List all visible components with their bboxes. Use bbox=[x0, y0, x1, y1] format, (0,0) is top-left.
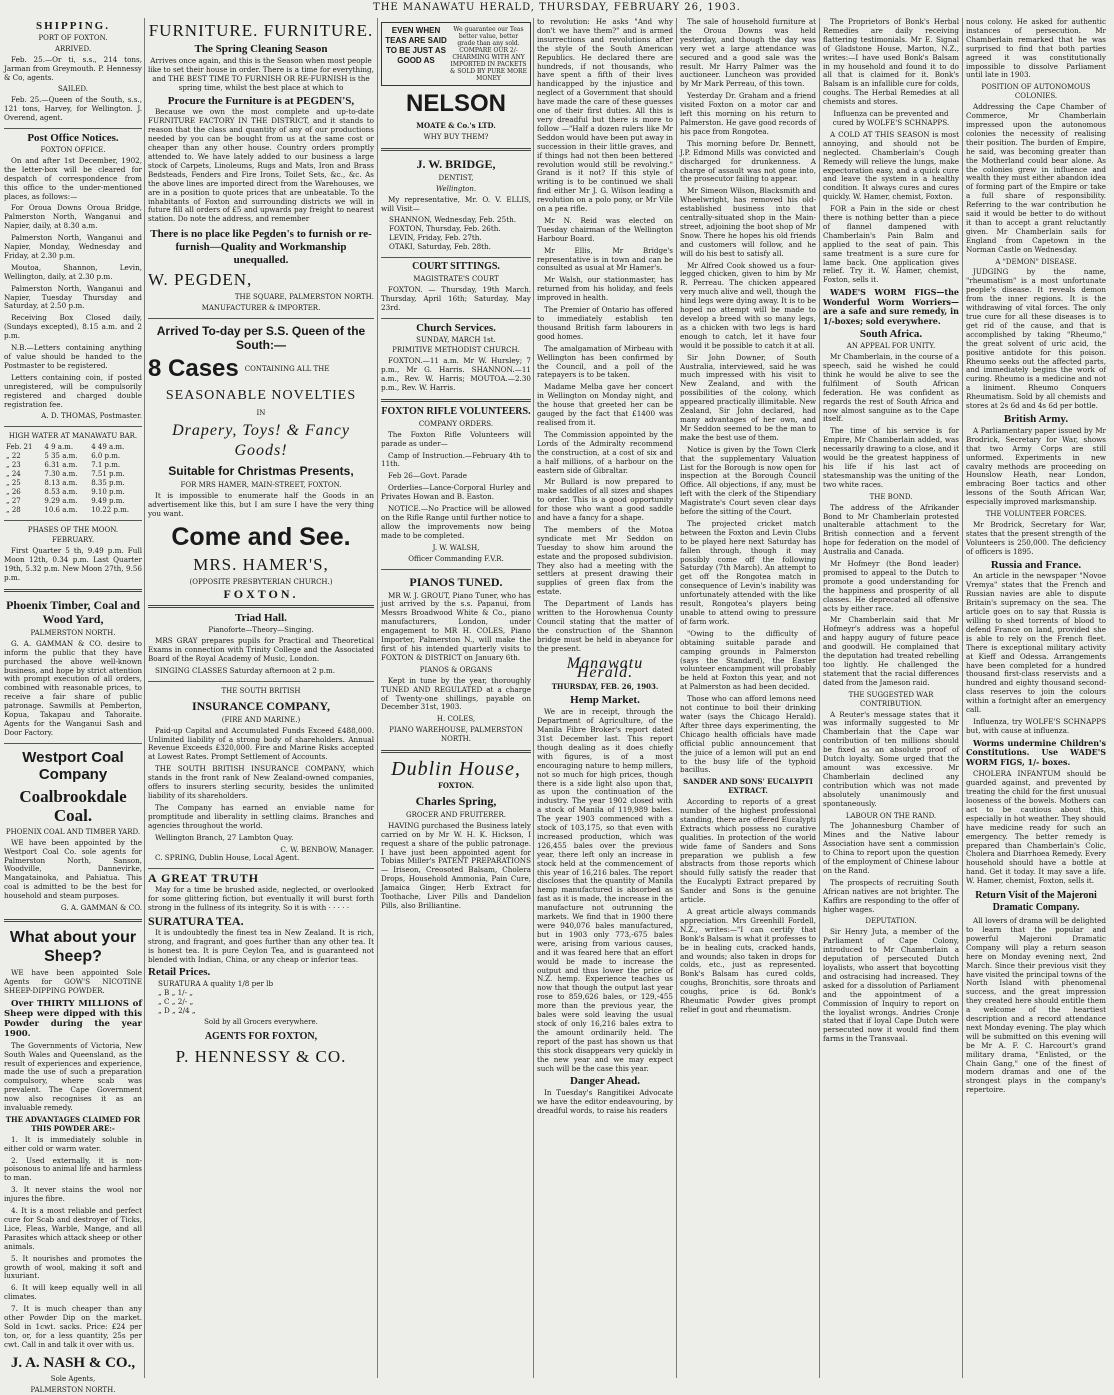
tide-row bbox=[4, 452, 142, 461]
tide-row bbox=[4, 470, 142, 479]
retail-row: SURATURA A quality 1/8 per lb bbox=[158, 979, 274, 989]
appeal-heading: AN APPEAL FOR UNITY. bbox=[846, 342, 936, 351]
court-sub: MAGISTRATE'S COURT bbox=[413, 274, 499, 283]
tide-row bbox=[4, 497, 142, 506]
sheep-text: WE have been appointed Sole Agents for GOW'S NICOTINE SHEEP-DIPPING POWDER. bbox=[4, 967, 142, 995]
nash-place: PALMERSTON NORTH. bbox=[30, 1385, 116, 1394]
tide-cell: „ 28 bbox=[6, 505, 21, 514]
pegden-sub: MANUFACTURER & IMPORTER. bbox=[201, 304, 321, 313]
tide-heading: HIGH WATER AT MANAWATU BAR. bbox=[8, 432, 138, 441]
sbi-text: Paid-up Capital and Accumulated Funds Exceed £488,000. Unlimited liability of a strong body of shareholders. Annual Revenue Exceeds £320,000. Fire and Marine Risks accepted at Lowest Rates. Prompt Settlement of Accounts. bbox=[148, 725, 374, 762]
sbi-agent: C. SPRING, Dublin House, Local Agent. bbox=[155, 853, 300, 863]
retail-row: „ B „ 1/- „ bbox=[158, 988, 194, 998]
dublin-heading: Dublin House, bbox=[391, 758, 521, 781]
truth-heading: A GREAT TRUTH bbox=[148, 871, 260, 886]
impossible-text: It is impossible to enumerate half the Goods in an advertisement like this, but I am sure I have the very thing you want. bbox=[148, 490, 374, 518]
hennessy-name: P. HENNESSY & CO. bbox=[175, 1046, 347, 1066]
tide-row bbox=[4, 479, 142, 488]
pianos-heading: PIANOS TUNED. bbox=[409, 574, 503, 589]
eight-cases: 8 Cases bbox=[148, 355, 239, 383]
nash-name: J. A. NASH & CO., bbox=[10, 1354, 136, 1371]
tide-row bbox=[4, 506, 142, 515]
po-text: N.B.—Letters containing anything of value should be handed to the Postmaster to be registered. bbox=[4, 343, 142, 370]
primitive-heading: PRIMITIVE METHODIST CHURCH. bbox=[392, 346, 520, 355]
phoenix2-sign: G. A. GAMMAN & CO. bbox=[60, 903, 142, 913]
tide-row bbox=[4, 461, 142, 470]
news-text: Addressing the Cape Chamber of Commerce, Mr Chamberlain impressed upon the autonomous colonies the necessity of realising their position. The burden of Empire, he said, was becoming greater than the Motherland could bear alone. As the colonies grew in influence and wealth they must either abandon idea of forming part of the Empire or take a full share of responsibility. Referring to the war contribution he said it would be better to do without it than to accept a grant reluctantly given. Mr Chamberlain sails for England from Capetown in the Norman Castle on Wednesday. bbox=[966, 102, 1106, 254]
news-text: The Premier of Ontario has offered to immediately establish ten thousand British farm labourers in good homes. bbox=[537, 305, 673, 341]
advantage-item: 2. Used externally, it is non-poisonous to animal life and harmless to man. bbox=[4, 1155, 142, 1183]
tide-cell: 9.29 a.m. bbox=[44, 496, 78, 505]
bridge-name: J. W. BRIDGE, bbox=[416, 156, 496, 171]
sbi-text: The Company has earned an enviable name for promptitude and liberality in settling claims. Branches and agencies throughout the world. bbox=[148, 802, 374, 830]
sheep-text2: The Governments of Victoria, New South Wales and Queensland, as the result of experiences and experience, made the use of such a preparation compulsory, where scab was prevalent. The Cape Government now also recognises it as an invaluable remedy. bbox=[4, 1040, 142, 1113]
majeroni-heading: Return Visit of the Majeroni Dramatic Company. bbox=[975, 890, 1097, 914]
column-5 bbox=[680, 18, 816, 1378]
hamer-for: FOR MRS HAMER, MAIN-STREET, FOXTON. bbox=[180, 480, 342, 489]
news-text: Influenza, try WOLFE'S SCHNAPPS but, with cause at influenza. bbox=[966, 716, 1106, 735]
tide-cell: „ 24 bbox=[6, 469, 21, 478]
news-text: Yesterday Dr. Graham and a friend visited Foxton on a motor car and left this morning on his return to Palmerston. He gave good records of his pace from Rongotea. bbox=[680, 91, 816, 136]
tide-cell: 8.35 p.m. bbox=[91, 478, 125, 487]
why-line: WHY BUY THEM? bbox=[423, 132, 489, 141]
news-text: A great article always commands appreciation. Mrs Greenhill Fordell, N.Z., writes:—"I can certify that Bonk's Balsam is what it professes to be in healing cuts, cracked hands, and wounds; also taken in drops for colds, etc., just as represented. Bonk's Balsam has cured colds, coughs, Bronchitis, sore throats and coughs, price is 6d. Bonk's Rheumatic Powder gives prompt relief in gout and rheumatism. bbox=[680, 907, 816, 1014]
come-and-see: Come and See. bbox=[171, 522, 351, 551]
tide-cell: 6.0 p.m. bbox=[91, 452, 121, 461]
news-text: Mr Alfred Cook showed us a four-legged chicken, given to him by Mr R. Perreau. The chicken appeared very much alive and well, though the hind legs were dying away. It is to be hoped no attempt will be made to develop a breed with so many legs, as a chicken with two legs is hard enough to catch, let it have four would it be possible to catch it at all. bbox=[680, 260, 816, 350]
po-text: Palmerston North, Wanganui and Napier, Monday, Wednesday and Friday, at 2.30 p.m. bbox=[4, 233, 142, 260]
procure-text: Because we own the most complete and up-to-date FURNITURE FACTORY IN THE DISTRICT, and it stands to reason that the class and quantity of any of our productions needed by you can be bought from us at the same cost or cheaper than any other house. Country orders promptly attended to. We have lately added to our business a large stock of Carpets, Linoleums, Rugs and Mats, Iron and Brass Bedsteads, Fenders and Fire Irons, Toilet Sets, &c., &c. As the above lines are imported direct from the Warehouses, we are in a position to quote prices that are unbeatable. To the inhabitants of Foxton and surrounding districts we will in future fill all orders of £5 and upwards pay freight to nearest station. Do note the address, and remember bbox=[148, 107, 374, 224]
tide-cell: 7.51 p.m. bbox=[91, 469, 125, 478]
moon-month: FEBRUARY. bbox=[51, 536, 95, 545]
gray-text: MRS GRAY prepares pupils for Practical and Theoretical Exams in connection with Trinity College and the Associated Board of the Royal Academy of Music, London. bbox=[148, 636, 374, 663]
church-sub: SUNDAY, MARCH 1st. bbox=[416, 335, 496, 344]
tide-cell: 7.1 p.m. bbox=[91, 461, 121, 470]
visit-item: OTAKI, Saturday, Feb. 28th. bbox=[389, 242, 491, 252]
arrived-text: Feb. 25.—Or ti, s.s., 214 tons, Jarman from Greymouth. P. Hennessy & Co, agents. bbox=[4, 54, 142, 82]
news-text: Mr Ellis, Mr Bridge's representative is in town and can be consulted as usual at Mr Hamer's. bbox=[537, 245, 673, 273]
arrived-heading: Arrived To-day per S.S. Queen of the South:— bbox=[156, 324, 366, 353]
tide-cell: 10.22 p.m. bbox=[91, 505, 130, 514]
church-heading: Church Services. bbox=[416, 321, 496, 334]
tide-cell: 7.30 a.m. bbox=[44, 469, 78, 478]
advantage-item: 1. It is immediately soluble in either cold or warm water. bbox=[4, 1134, 142, 1153]
grocer-label: GROCER AND FRUITERER. bbox=[405, 810, 507, 819]
walsh-sub: Officer Commanding F.V.R. bbox=[408, 554, 504, 563]
dublin-foxton: FOXTON. bbox=[437, 781, 475, 791]
camp-text: Camp of Instruction.—February 4th to 11th. bbox=[381, 450, 531, 469]
tide-cell: 8.13 a.m. bbox=[44, 478, 78, 487]
moate-line: MOATE & Co.'s LTD. bbox=[416, 121, 496, 130]
kept-text: Kept in tune by the year, thoroughly TUNED AND REGULATED at a charge of Twenty-one shillings, payable on December 31st, 1903. bbox=[381, 675, 531, 712]
visit-item: SHANNON, Wednesday, Feb. 25th. bbox=[389, 215, 517, 225]
po-text: Palmerston North, Wanganui and Napier, Tuesday Thursday and Saturday, at 2.50 p.m. bbox=[4, 283, 142, 311]
visit-item: FOXTON, Thursday, Feb. 26th. bbox=[389, 224, 501, 234]
british-army-heading: British Army. bbox=[1003, 412, 1069, 425]
feb26-text: Feb 26—Govt. Parade bbox=[388, 471, 468, 481]
news-text: The prospects of recruiting South African natives are not brighter. The Kaffirs are responding to the offer of higher wages. bbox=[823, 877, 959, 914]
retail-row: „ C „ 2/- „ bbox=[158, 997, 194, 1007]
opposite-church: (OPPOSITE PRESBYTERIAN CHURCH.) bbox=[189, 577, 333, 586]
news-text: An article in the newspaper "Novoe Vremya" states that the French and Russian navies are able to dispute Britain's supremacy on the sea. The article goes on to say that Russia is willing to shed torrents of blood to defend France on land, provided she is able to rely on the French fleet. There is exceptional military activity at Kieff and Odessa. Arrangements have been completed for a hundred thousand first-class reservists and a hundred and eighty thousand second-class reserves to join the colours within a fortnight after an emergency call. bbox=[966, 571, 1106, 715]
news-text: nous colony. He asked for authentic instances of persecution. Mr Chamberlain remarked that he was surprised to find that both parties agreed it was constitutionally impossible to dissolve Parliament until late in 1903. bbox=[966, 17, 1106, 80]
po-text: On and after 1st December, 1902, the letter-box will be cleared for despatch of correspondence from this office to the under-mentioned places, as follows:— bbox=[4, 155, 142, 201]
tide-row bbox=[4, 443, 142, 452]
po-text: For Oroua Downs Oroua Bridge, Palmerston North, Wanganui and Napier, daily, at 8.30 a.m. bbox=[4, 203, 142, 231]
rifles-text: The Foxton Rifle Volunteers will parade as under— bbox=[381, 429, 531, 448]
arrived-label: ARRIVED. bbox=[54, 44, 92, 53]
sailed-text: Feb. 25.—Queen of the South, s.s., 121 tons, Harvey, for Wellington. J. Overend, agent. bbox=[4, 95, 142, 123]
news-text: The address of the Afrikander Bond to Mr Chamberlain protested unalterable attachment to the British connection and a fervent hope for federation on the model of Australia and Canada. bbox=[823, 502, 959, 557]
phoenix2-heading: PHOENIX COAL AND TIMBER YARD. bbox=[5, 827, 141, 836]
suratura-text: It is undoubtedly the finest tea in New Zealand. It is rich, strong, and fragrant, and goes further than any other tea. It is honest tea. It is pure Ceylon Tea, and is guaranteed not blended with Indian, China, or any cheap or inferior teas. bbox=[148, 927, 374, 964]
news-text: CHOLERA INFANTUM should be guarded against, and prevented by treating the child for the first unusual looseness of the bowels. Mothers can act to be cautious about this, especially in hot weather. They should have medicine ready for such an emergency. The better remedy is prepared than Chamberlain's Colic, Cholera and Diarrhoea Remedy. Every household should have a bottle at hand. Get it today. It may save a life. W. Hamer, chemist, Foxton, sells it. bbox=[966, 769, 1106, 886]
news-text: "Owing to the difficulty of obtaining suitable parade and camping grounds in Palmerston (says the Standard), the Easter volunteer encampment will probably be held at Foxton this year, and not at Palmerston as had been decided. bbox=[680, 628, 816, 692]
retail-list bbox=[148, 980, 374, 1016]
agents-heading: AGENTS FOR FOXTON, bbox=[204, 1030, 318, 1042]
sbi-branch: Wellington Branch, 27 Lambton Quay. bbox=[155, 832, 294, 842]
advantage-item: 3. It never stains the wool nor injures the fibre. bbox=[4, 1185, 142, 1204]
hemp-text: We are in receipt, through the Department of Agriculture, of the Manila Fibre Broker's report dated 31st December last. This report though dealing as it does chiefly with figures, is of a most encouraging nature to hemp millers, not so much for high prices, though there is a side light also upon that, as upon the continuation of the industry. The year 1902 closed with a stock of Manila of 119,989 bales. The year 1903 commenced with a stock of 103,175, so that even with increased production, which was 126,455 bales over the previous year, there left only an increase in stock held at the commencement of this year of 16,216 bales. The report discloses that the quantity of Manila hemp manufactured is absorbed as fast as it is made, the increase in the manufacture not outrunning the markets. We find that in 1900 there were 940,076 bales manufactured, but in 1903 only 773,-675 bales were, arising from various causes, and it was feared here that an effort would be made to increase the output and thus lower the price of N.Z. hemp. Experience teaches us now that though the output last year rose to 859,626 bales, or 129,-455 more than the previous year, the bales were sold leaving the usual stock of only 16,216 bales extra to the amount ordinarily held. The report of the past has shown us that this stock disappears very quickly in the new year and we may expect such will be the case this year. bbox=[537, 707, 673, 1073]
spring-name: Charles Spring, bbox=[415, 793, 497, 808]
phoenix-sub: PALMERSTON NORTH. bbox=[30, 628, 116, 637]
worms-ad: Worms undermine Children's Constitutions. Use WADE'S WORM FIGS, 1/- boxes. bbox=[966, 737, 1106, 767]
retail-heading: Retail Prices. bbox=[148, 966, 211, 979]
news-text: The Department of Lands has written to the Horowhenua County Council stating that the matter of the construction of the Shannon bridge must be held in abeyance for the present. bbox=[537, 599, 673, 653]
masthead: THE MANAWATU HERALD, THURSDAY, FEBRUARY 26, 1903. bbox=[373, 2, 741, 13]
postmaster-sign: A. D. THOMAS, Postmaster. bbox=[41, 411, 142, 421]
pianos-organs: PIANOS & ORGANS bbox=[419, 665, 493, 674]
hemp-heading: Hemp Market. bbox=[570, 694, 640, 707]
tide-cell: Feb. 21 bbox=[6, 443, 33, 452]
rifles-sub: COMPANY ORDERS. bbox=[418, 419, 494, 428]
news-text: Mr Hofmeyr (the Bond leader) promised to appeal to the Dutch to promote a good understanding for the happiness and prosperity of all classes. He deprecated all offensive acts by either race. bbox=[823, 559, 959, 613]
po-text: Receiving Box Closed daily, (Sundays excepted), 8.15 a.m. and 2 p.m. bbox=[4, 313, 142, 341]
grout-text: MR W. J. GROUT, Piano Tuner, who has just arrived by the s.s. Papanui, from Messrs Broadwood White & Co., piano manufacturers, London, under engagement to MR H. COLES, Piano Importer, Palmerston N., will make the first of his intended quarterly visits to FOXTON & DISTRICT on January 6th. bbox=[381, 590, 531, 662]
tide-cell: 9.10 p.m. bbox=[91, 487, 125, 496]
column-1 bbox=[4, 18, 142, 1394]
bridge-text: My representative, Mr. O. V. ELLIS, will Visit— bbox=[381, 194, 531, 213]
pegden-addr: THE SQUARE, PALMERSTON NORTH. bbox=[234, 293, 374, 302]
news-text: Mr Chamberlain said that Mr Hofmeyr's address was a hopeful and happy augury of future peace and goodwill. He complained that the deputation had treated rebelling too lightly. He challenged the statement that the racial differences dated from the Jameson raid. bbox=[823, 615, 959, 687]
advantages-heading: THE ADVANTAGES CLAIMED FOR THIS POWDER ARE:- bbox=[5, 1114, 141, 1133]
foxton-label: FOXTON. bbox=[223, 587, 299, 602]
tide-cell: „ 26 bbox=[6, 487, 21, 496]
sander-heading: SANDER AND SONS' EUCALYPTI EXTRACT. bbox=[683, 777, 813, 796]
news-text: The Johannesburg Chamber of Mines and the Native labour Association have sent a commission to China to report upon the question of the employment of Chinese labour on the Rand. bbox=[823, 821, 959, 875]
newspaper-title: Manawatu Herald. bbox=[566, 654, 644, 681]
position-heading: POSITION OF AUTONOMOUS COLONIES. bbox=[981, 83, 1091, 101]
spring-text: Arrives once again, and this is the Season when most people like to set their house in order. There is a time for everything, and THE BEST TIME TO FURNISH OR RE-FURNISH is the spring time, whilst the best place at which to bbox=[148, 55, 374, 92]
news-text: All lovers of drama will be delighted to learn that the popular and powerful Majeroni Dramatic Company will play a return season here on Monday evening next, 2nd March. Since their previous visit they have visited the principal towns of the North Island with phenomenal success, and the great impression they created here should entitle them a welcome of the heartiest description and a record attendance next Monday evening. The play which will be submitted on this evening will be Mr A. F. C. Harcourt's grand military drama, "Enlisted, or the Chain Gang," one of the finest of modern dramas and one of the strongest plays in the company's repertoire. bbox=[966, 916, 1106, 1095]
demon-heading: A "DEMON" DISEASE. bbox=[995, 257, 1077, 266]
sbi-manager: C. W. BENBOW, Manager. bbox=[280, 844, 374, 854]
news-text: Mr Walsh, our stationmaster, has returned from his holiday, and feels improved in health. bbox=[537, 275, 673, 303]
phoenix-heading: Phoenix Timber, Coal and Wood Yard, bbox=[6, 597, 140, 626]
issue-date: THURSDAY, FEB. 26, 1903. bbox=[551, 682, 659, 692]
in-word: IN bbox=[256, 409, 266, 418]
advantage-item: 4. It is a most reliable and perfect cure for Scab and destroyer of Ticks, Lice, Fleas, Warble, Mange, and all Parasites which attack sheep or other animals. bbox=[4, 1206, 142, 1251]
seasonable-heading: SEASONABLE NOVELTIES bbox=[165, 388, 357, 404]
drapery-heading: Drapery, Toys! & Fancy Goods! bbox=[172, 421, 350, 459]
news-text: According to reports of a great number of the highest professional standing, there are offered Eucalypti Extracts which possess no curative qualities. In protection of the world wide fame of Sanders and Sons preparation we publish a few abstracts from those reports which should fully satisfy the reader that the Eucalypti Extract prepared by Sander and Sons is the genuine article. bbox=[680, 797, 816, 905]
tide-table bbox=[4, 443, 142, 514]
truth-text: May for a time be brushed aside, neglected, or overlooked for some glittering fiction, but eventually it will burst forth strong in the fullness of its integrity. So it is with · · · · · bbox=[148, 885, 374, 913]
tide-cell: „ 27 bbox=[6, 496, 21, 505]
no-place-heading: There is no place like Pegden's to furnish or re-furnish—Quality and Workmanship unequalled. bbox=[150, 228, 372, 267]
triad-heading: Triad Hall. bbox=[235, 612, 287, 625]
news-text: Those who can afford lemons need not continue to boil their drinking water (says the Chicago Herald). After three days experimenting, the Chicago health officials have made official public announcement that the juice of a lemon will put an end to the busy life of the typhoid bacillus. bbox=[680, 694, 816, 775]
news-text: The Proprietors of Bonk's Herbal Remedies are daily receiving flattering testimonials. Mr E. Signal of Gladstone House, Marton, N.Z., writes:—I have used Bonk's Balsam in my household and found it to do all that is claimed for it. Bonk's Balsam is an infallible cure for colds, coughs. The Herbal Remedies at all chemists and stores. bbox=[823, 17, 959, 107]
phoenix2-text: WE have been appointed by the Westport Coal Co. sole agents for Palmerston North, Sanson, Woodville, Dannevirke, Mangatainoka, and Pahiatua. This coal is admitted to be the best for household and steam purposes. bbox=[4, 837, 142, 901]
dentist-label: DENTIST, bbox=[438, 173, 474, 182]
spring-heading: The Spring Cleaning Season bbox=[194, 43, 328, 55]
column-7 bbox=[966, 18, 1106, 1378]
news-text: Mr Bullard is now prepared to make saddles of all sizes and shapes to order. This is a good opportunity for those who want a good saddle and have a fancy for a shape. bbox=[537, 477, 673, 523]
po-text: Moutoa, Shannon, Levin, Wellington, daily, at 2.30 p.m. bbox=[4, 262, 142, 281]
news-text: JUDGING by the name, "rheumatism" is a most unfortunate people's disease. It reveals demon from the inner regions. It is the withdrawing of vital forces. The only true cure for all these diseases is to get rid of the cause, and that is accomplished by taking "Rheumo," the great solvent of uric acid, the positive antidote for this poison. Rheumo seeks out the affected parts, and immediately begins the work of curing. Rheumo is a medicine and not a liniment. Rheumo Conquers Rheumatism. Sold by all chemists and stores at 2s 6d and 4s 6d per bottle. bbox=[966, 267, 1106, 411]
post-office-subheading: FOXTON OFFICE. bbox=[40, 145, 106, 154]
visit-list bbox=[381, 216, 531, 252]
sheep-big: Over THIRTY MILLIONS of Sheep were dipped with this Powder during the year 1900. bbox=[4, 998, 142, 1039]
tea-guarantee: We guarantee our Teas better value, better grade than any sold. COMPARE OUR 2/- CHARMING WITH ANY IMPORTED IN PACKETS & SOLD BY PURE MORE MONEY bbox=[450, 26, 527, 82]
court-text: FOXTON. — Thursday, 19th March. Thursday, April 16th; Saturday, May 23rd. bbox=[381, 284, 531, 312]
news-text: The sale of household furniture at the Oroua Downs was held yesterday, and though the day was very wet a large attendance was secured and a good sale was the result. Mr Harry Palmer was the auctioneer. Luncheon was provided by Mr Mark Perreau, of this town. bbox=[680, 17, 816, 89]
tea-even: EVEN WHEN TEAS ARE SAID TO BE JUST AS GOOD AS bbox=[385, 26, 447, 65]
tide-cell: 9.49 p.m. bbox=[91, 496, 125, 505]
news-text: The projected cricket match between the Foxton and Levin Clubs to be played here next Saturday has fallen through, though it may possibly come off the following Saturday (7th March). An attempt to get off the Rongotea match in consequence of Levin's inability was unfortunately attended with the like result, Rongotea's players being unable to attend owing to pressure of farm work. bbox=[680, 518, 816, 626]
news-text: Madame Melba gave her concert in Wellington on Monday night, and the house that greeted her can be gauged by the fact that £1400 was realised from it. bbox=[537, 382, 673, 427]
danger-text: In Tuesday's Rangitikei Advocate we have the editor endeavouring, by dreadful words, to raise his readers bbox=[537, 1088, 673, 1116]
labour-heading: LABOUR ON THE RAND. bbox=[845, 811, 937, 820]
column-2 bbox=[148, 18, 374, 1378]
sbi-sub: (FIRE AND MARINE.) bbox=[221, 715, 301, 724]
news-text: Influenza can be prevented and cured by WOLFE'S SCHNAPPS. bbox=[832, 109, 950, 127]
tide-cell: „ 22 bbox=[6, 452, 21, 461]
news-text: The Commission appointed by the Lords of the Admiralty recommend the construction, at a cost of six and a half millions, of a harbour on the eastern side of Gibraltar. bbox=[537, 429, 673, 475]
column-6 bbox=[823, 18, 959, 1378]
news-text: The time of his service is for Empire, Mr Chamberlain added, was necessarily drawing to a close, and it would be the greatest happiness of his life if his last act of statesmanship was the uniting of the two white races. bbox=[823, 426, 959, 489]
po-text: Letters containing coin, if posted unregistered, will be compulsorily registered and charged double registration fee. bbox=[4, 372, 142, 409]
contrib-heading: THE SUGGESTED WAR CONTRIBUTION. bbox=[848, 690, 934, 708]
news-text: A Reuter's message states that it was informally suggested to Mr Chamberlain that the Cape war contribution of ten millions should be fixed as an absolute proof of Dutch loyalty. Some urged that the amount was excessive. Mr Chamberlain declined any contribution which was not made absolutely unanimously and spontaneously. bbox=[823, 709, 959, 808]
nelson-tea-ad bbox=[381, 22, 531, 86]
news-text: Notice is given by the Town Clerk that the supplementary Valuation List for the Borough is now open for inspection at the Borough Council Office. All objections, if any, must be left with the clerk of the Stipendiary Magistrate's Court seven clear days before the sitting of the Court. bbox=[680, 444, 816, 517]
news-text: Mr N. Reid was elected on Tuesday chairman of the Wellington Harbour Board. bbox=[537, 215, 673, 243]
coles-name: H. COLES, bbox=[436, 715, 476, 724]
piano-line: Pianoforte—Theory—Singing. bbox=[208, 626, 314, 635]
news-text: FOR a Pain in the side or chest there is nothing better than a piece of flannel dampened with Chamberlain's Pain Balm and applied to the seat of pain. This same treatment is a sure cure for lame back. One application gives relief. Try it. W. Hamer, chemist, Foxton, sells it. bbox=[823, 204, 959, 285]
moon-text: First Quarter 5 th, 9.49 p.m. Full Moon 12th, 0.34 p.m. Last Quarter 19th, 5.32 p.m. New Moon 27th, 9.56 p.m. bbox=[4, 546, 142, 583]
mrs-hamers: MRS. HAMER'S, bbox=[193, 554, 329, 574]
church-text: FOXTON.—11 a.m. Mr W. Hursley; 7 p.m., Mr G. Harris. SHANNON.—11 a.m., Rev. W. Harris; MOUTOA.—2.30 p.m., Rev. W. Harris. bbox=[381, 356, 531, 393]
advantage-item: 5. It nourishes and promotes the growth of wool, making it soft and luxuriant. bbox=[4, 1253, 142, 1281]
news-text: to revolution: He asks "And why don't we have them?" and is armed insurrections and revolutions after the style of the South American Republics. He declared there are hundreds, if not thousands, who have spent a fifth of their lives handicapped by the injustice and neglect of a Government that should have made the care of these guesses one of their first duties. All this is very dreadful but there is more to follow —"Half a dozen rulers like Mr Seddon would have been put away in succession in their little graves, and if things had not then been bettered revolution would still be revolving." Grand is it not? If this style of writing is to be continued we shall find either Mr J. G. Wilson leading a revolution on a polo pony, or Mr Vile on a pea rifle. bbox=[537, 17, 673, 214]
russia-france-heading: Russia and France. bbox=[990, 558, 1082, 571]
news-text: Sir Henry Juta, a member of the Parliament of Cape Colony, introduced to Mr Chamberlain a deputation of persecuted Dutch loyalists, who assert that boycotting and ostracising had increased. They asked for a dissolution of Parliament and the appointment of a Commission of Inquiry to report on the loyalist wrongs. Andries Cronje stated that if loyal Cape Dutch were persecuted now it would find them farms in the Transvaal. bbox=[823, 927, 959, 1044]
tide-cell: „ 25 bbox=[6, 478, 21, 487]
westport-heading: Westport Coal Company bbox=[22, 748, 124, 783]
procure-heading: Procure the Furniture is at PEGDEN'S, bbox=[167, 94, 355, 107]
singing-text: SINGING CLASSES Saturday afternoon at 2 p.m. bbox=[155, 665, 336, 675]
sold-everywhere: Sold by all Grocers everywhere. bbox=[204, 1018, 318, 1026]
notice-text: NOTICE.—No Practice will be allowed on the Rifle Range until further notice to allow the improvements now being made to be completed. bbox=[381, 504, 531, 540]
suratura-heading: SURATURA TEA. bbox=[148, 913, 244, 928]
column-3 bbox=[381, 18, 531, 1378]
shipping-subheading: PORT OF FOXTON. bbox=[38, 33, 108, 42]
suitable-heading: Suitable for Christmas Presents, bbox=[168, 463, 354, 478]
news-text: The members of the Motoa syndicate met Mr Seddon on Tuesday to show him around the estate and the proposed subdivision. They also had a meeting with the settlers at present drawing their supplies of green flax from the estate. bbox=[537, 524, 673, 597]
moon-heading: PHASES OF THE MOON. bbox=[27, 525, 119, 534]
tide-cell: „ 23 bbox=[6, 461, 21, 470]
tide-row bbox=[4, 488, 142, 497]
news-text: A Parliamentary paper issued by Mr Brodrick, Secretary for War, shows that two Army Corps are still unformed. Experiments in new cavalry methods are proceeding on Hounslow Heath, near London, embracing Boer tactics and other lessons of the South African War, especially improved marksmanship. bbox=[966, 425, 1106, 507]
nash-sub: Sole Agents, bbox=[50, 1374, 96, 1383]
sbi-heading: INSURANCE COMPANY, bbox=[191, 698, 330, 713]
visit-item: LEVIN, Friday, Feb. 27th. bbox=[389, 233, 482, 243]
news-text: A COLD AT THIS SEASON is most annoying, and should not be neglected. Chamberlain's Cough Remedy will relieve the lungs, make expectoration easy, and a quick cure and leave the system in a healthy condition. It always cures and cures quickly. W. Hamer, chemist, Foxton. bbox=[823, 129, 959, 202]
post-office-heading: Post Office Notices. bbox=[27, 132, 119, 145]
orderlies-text: Orderlies—Lance-Corporal Hurley and Privates Howan and B. Easton. bbox=[381, 483, 531, 502]
walsh-name: J. W. WALSH, bbox=[432, 543, 480, 552]
wade-ad: WADE'S WORM FIGS—the Wonderful Worm Worriers—are a safe and sure remedy, in 1/-boxes; sold everywhere. bbox=[823, 287, 959, 326]
wellington-label: Wellington. bbox=[435, 184, 477, 193]
nelson-heading: NELSON bbox=[405, 90, 506, 117]
having-text: HAVING purchased the Business lately carried on by Mr W. H. K. Hickson, I request a share of the public patronage. I have just been appointed agent for Tobias Miller's PATENT PREPARATIONS — Iriseon, Creosoted Balsam, Cholera Drops, Household Ammonia, Pain Cure, Jamaica Ginger, Herb Extract for Toothache, Liver Pills and Dandelion Pills, also Brilliantine. bbox=[381, 820, 531, 910]
sheep-heading: What about your Sheep? bbox=[9, 928, 137, 965]
containing: CONTAINING ALL THE bbox=[244, 364, 330, 373]
news-text: Sir John Downer, of South Australia, interviewed, said he was much impressed with his visit to New Zealand, and with the possibilities of the colony, which appeared practically illimitable. New Zealand, Sir John declared, had many advantages of her own, and Mr Seddon seemed to be the man to make the best use of them. bbox=[680, 352, 816, 442]
tide-cell: 6.31 a.m. bbox=[44, 461, 78, 470]
volunteer-heading: THE VOLUNTEER FORCES. bbox=[985, 510, 1087, 519]
advantage-item: 6. It will keep equally well in all climates. bbox=[4, 1283, 142, 1302]
court-heading: COURT SITTINGS. bbox=[412, 261, 500, 273]
news-text: Mr Brodrick, Secretary for War, states that the present strength of the Volunteers is 250,000. The deficiency of officers is 1895. bbox=[966, 519, 1106, 556]
coles-sub: PIANO WAREHOUSE, PALMERSTON NORTH. bbox=[389, 726, 523, 744]
rifles-heading: FOXTON RIFLE VOLUNTEERS. bbox=[381, 405, 531, 417]
furniture-heading: FURNITURE. FURNITURE. bbox=[148, 21, 374, 40]
column-4 bbox=[537, 18, 673, 1378]
tide-cell: 4 49 a.m. bbox=[91, 443, 125, 452]
tide-cell: 5 35 a.m. bbox=[44, 452, 78, 461]
news-text: The amalgamation of Mirbeau with Wellington has been confirmed by the Council, and a poll of the ratepayers is to be taken. bbox=[537, 343, 673, 380]
advantages-list bbox=[4, 1136, 142, 1350]
news-text: Mr Simeon Wilson, Blacksmith and Wheelwright, has removed his old-established business into that centrally-situated shop in the Main-street, adjoining the boot shop of Mr Snow. There he hopes his old friends and customers will follow, and he will do his best to satisfy all. bbox=[680, 186, 816, 258]
tide-cell: 4 9 a.m. bbox=[44, 443, 74, 452]
deputation-heading: DEPUTATION. bbox=[865, 917, 917, 926]
tide-cell: 8.53 a.m. bbox=[44, 487, 78, 496]
news-text: This morning before Dr. Bennett, J.P. Edmond Mills was convicted and discharged for drunkenness. A charge of assault was not gone into, the prosecutor failing to appear. bbox=[680, 138, 816, 184]
bond-heading: THE BOND. bbox=[869, 492, 913, 501]
phoenix-text: G. A. GAMMAN & CO. desire to inform the public that they have purchased the above well-known business, and hope by strict attention with prompt execution of all orders, combined with reasonable prices, to receive a fair share of public patronage. Sawmills at Pemberton, Kopua, Takapau and Tahoraite. Agents for the Wanganui Sash and Door Factory. bbox=[4, 638, 142, 737]
coalbrook-heading: Coalbrookdale Coal. bbox=[19, 786, 127, 825]
advantage-item: 7. It is much cheaper than any other Powder Dip on the market. Sold in 1cwt. sacks. Price: £24 per ton, or, for a less quantity, 25s per cwt. Call in and talk it over with us. bbox=[4, 1304, 142, 1349]
shipping-heading: SHIPPING. bbox=[36, 20, 110, 32]
sbi-text: THE SOUTH BRITISH INSURANCE COMPANY, which stands in the front rank of New Zealand-owned companies, offers to insurers sterling security, besides the unlimited liability of its shareholders. bbox=[148, 764, 374, 800]
danger-heading: Danger Ahead. bbox=[569, 1075, 641, 1088]
south-africa-heading: South Africa. bbox=[859, 328, 923, 341]
tide-cell: 10.6 a.m. bbox=[44, 505, 78, 514]
sailed-label: SAILED. bbox=[58, 85, 88, 94]
pegden-name: W. PEGDEN, bbox=[148, 270, 253, 290]
retail-row: „ D „ 2/4 „ bbox=[158, 1006, 196, 1016]
news-text: Mr Chamberlain, in the course of a speech, said he wished he could think he would be alive to see the fulfilment of South African federation. He was confident as regards the rest of South Africa and now almost sanguine as to the Cape itself. bbox=[823, 352, 959, 424]
sbi-title: THE SOUTH BRITISH bbox=[221, 686, 301, 695]
